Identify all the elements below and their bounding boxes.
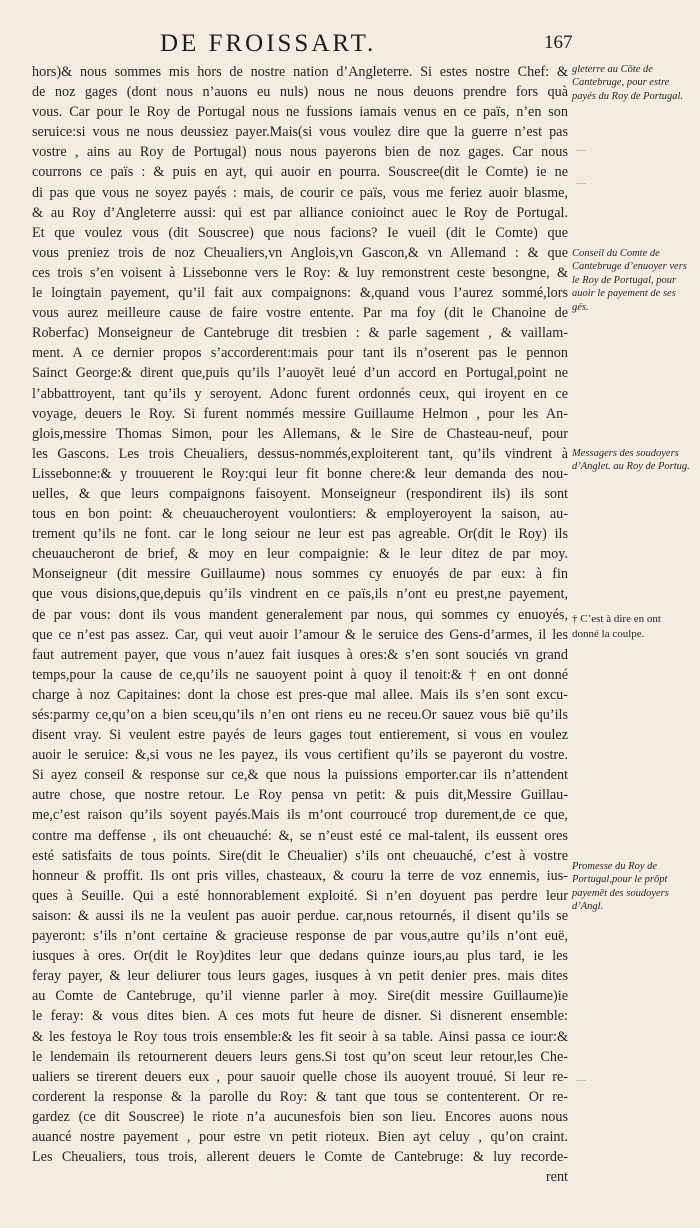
text-line: cheuaucheront de brief, & moy en leur compaignie: & le leur ditez de par moy. [32,546,568,563]
text-line: ualiers se tirerent deuers eux , pour sauoir quelle chose ils auoyent trouué. Si leur re- [32,1068,568,1085]
text-line: autre chose, que nostre retour. Le Roy pensa vn petit: & puis dit,Messire Guillau- [32,787,568,804]
margin-rule [576,183,586,184]
text-line: tous en bon point: & cheuaucheroyent voulontiers: & employeroyent la saison, au- [32,506,568,523]
page-header [0,30,700,60]
margin-note-4: † C’est à dire en ont donné la coulpe. [572,613,661,640]
text-line: vous. Car pour le Roy de Portugal nous ne fussions iamais venus en ce païs, n’en son [32,104,568,121]
text-line: & les festoya le Roy tous trois ensemble:& les fit seoir à sa table. Ainsi passa ce iour:& [32,1028,568,1045]
text-line: vostre , ains au Roy de Portugal) nous nous payerons bien de noz gages. Car nous [32,144,568,161]
text-line: ment. A ce dernier propos s’accorderent:mais pour tant ils n’oserent pas le pennon [32,345,568,362]
text-line: Les Cheualiers, tous trois, allerent deuers le Comte de Cantebruge: & luy recorde- [32,1149,568,1166]
text-line: que vous disions,que,depuis qu’ils vindrent en ce païs,ils n’ont eu prest,ne payement, [32,586,568,603]
margin-note-1: gleterre au Cōte de Cantebruge, pour estre payés du Roy de Portugal. [572,64,684,102]
text-line: ques à Seuille. Qui a esté honnorablement exploité. Si n’en doyuent pas perdre leur [32,887,568,904]
text-line: le loingtain payement, qu’il fait aux compaignons: &,quand vous l’aurez sommé,lors [32,285,568,302]
text-line: de noz gages (dont nous n’auons eu nuls) nous ne nous deuons prendre fors quà [32,84,568,101]
text-line: seruice:si vous ne nous deussiez payer.Mais(si vous voulez dire que la guerre n’est pas [32,124,568,141]
margin-rule [576,150,586,151]
margin-note-5: Promesse du Roy de Portugal,pour le prōpt payemēt des soudoyers d’Angl. [572,861,669,913]
text-line: le feray: & vous dites bien. A ces mots fut heure de disner. Si disnerent ensemble: [32,1008,568,1025]
text-line: esté satisfaits de tous points. Sire(dit le Cheualier) s’ils ont cheuauché, c’est à vostre [32,847,568,864]
text-line: gardez (ce dit Souscree) le riote n’a aucunesfois bien son lieu. Encores auons nous [32,1108,568,1125]
margin-note-3: Messagers des soudoyers d’Anglet. au Roy de Portug. [572,448,690,473]
text-line: de par vous: dont ils vous mandent generalement par nous, qui sommes cy enuoyés, [32,606,568,623]
text-line: charge à noz Capitaines: dont la chose est pres-que mal allee. Mais ils s’en sont excu- [32,686,568,703]
text-line: faut autrement payer, que vous n’auez fait iusques à ores:& s’en sont souciés vn grand [32,646,568,663]
text-line: Et que voulez vous (dit Souscree) que nous facions? Ie vueil (dit le Comte) que [32,224,568,241]
margin-note-2: Conseil du Comte de Cantebruge d’enuoyer vers le Roy de Portugal, pour auoir le payement de ses gés. [572,248,687,313]
text-line: uelles, & que leurs compaignons faisoyent. Monseigneur (respondirent ils) ils sont [32,485,568,502]
text-line: l’abbattroyent, tant qu’ils y seroyent. Adonc furent ordonnés ceux, qui iroyent en ce [32,385,568,402]
text-line: Si ayez conseil & response sur ce,& que nous la puissions emporter.car ils n’attendent [32,767,568,784]
text-line: les Gascons. Les trois Cheualiers, dessus-nommés,exploiterent tant, qu’ils vindrent à [32,445,568,462]
page-number: 167 [544,32,573,53]
text-line: ces trois s’en voisent à Lissebonne vers le Roy: & luy remonstrent ceste besongne, & [32,264,568,281]
catchword: rent [545,1169,568,1186]
text-line: trement qu’ils ne font. car le long seiour ne leur est pas agreable. Or(dit le Roy) ils [32,526,568,543]
text-line: me,c’est raison qu’ils soyent payés.Mais ils m’ont courroucé trop durement,de ce que, [32,807,568,824]
text-line: voyage, deuers le Roy. Si furent nommés messire Guillaume Helmon , pour les An- [32,405,568,422]
text-line: auoir le seruice: &,si vous ne les payez, ils vous certifient qu’ils se payeront du vostre. [32,747,568,764]
text-line: hors)& nous sommes mis hors de nostre nation d’Angleterre. Si estes nostre Chef: & [32,64,568,80]
text-line: temps,pour la cause de ce,qu’ils ne sauoyent point à quoy il tenoit:& † en ont donné [32,666,568,683]
text-line: Roberfac) Monseigneur de Cantebruge dit tresbien : & parle sagement , & vaillam- [32,325,568,342]
text-line: iusques à ores. Or(dit le Roy)dites leur que dedans quinze iours,au plus tard, ie les [32,948,568,965]
text-line: vous aurez meilleure cause de faire vostre entente. Par ma foy (dit le Chanoine de [32,305,568,322]
running-title: DE FROISSART. [160,30,377,57]
text-line: courrons ce païs : & puis en ayt, qui auoir en pourra. Souscree(dit le Comte) ie ne [32,164,568,181]
text-line: payeront: s’ils n’ont certaine & gracieuse response de par vous,autre qu’ils n’ont euë, [32,928,568,945]
text-line: honneur & proffit. Ils ont pris villes, chasteaux, & couru la terre de voz ennemis, ius- [32,867,568,884]
text-line: Sainct George:& dirent que,puis qu’ils l’auoyēt leué d’un accord en Portugal,point ne [32,365,568,382]
main-text-block [32,62,568,1187]
text-line: di pas que vous ne soyez payés : mais, de courir ce païs, vous me feriez auoir blasme, [32,184,568,201]
text-line: sés:parmy ce,qu’on a bien sceu,qu’ils n’en ont riens eu ne receu.Or sauez vous biē qu’ils [32,707,568,723]
text-line: glois,messire Thomas Simon, pour les Allemans, & le Sire de Chasteau-neuf, pour [32,425,568,442]
text-line: corderent la response & la parolle du Roy: & tant que tous se contenterent. Or re- [32,1088,568,1105]
text-line: Monseigneur (dit messire Guillaume) nous sommes cy enuoyés de par eux: à fin [32,566,568,583]
text-line: feray payer, & leur deliurer tous leurs gages, iusques à vn petit denier pres. mais dites [32,968,568,985]
text-line: auancé nostre payement , pour estre vn petit rioteux. Bien ayt celuy , qu’on craint. [32,1128,568,1145]
text-line: & au Roy d’Angleterre aussi: qui est par alliance conioinct auec le Roy de Portugal. [32,204,568,221]
text-line: contre ma deffense , ils ont cheuauché: &, se n’eust esté ce mal-talent, ils eussent ores [32,827,568,844]
margin-rule [576,1080,586,1081]
text-line: le lendemain ils retournerent deuers leurs gens.Si tost qu’on sceut leur retour,les Che- [32,1048,568,1065]
text-line: disent vray. Si veulent estre payés de leurs gages tout entierement, si vous en voulez [32,727,568,744]
text-line: Lissebonne:& y trouuerent le Roy:qui leur fit bonne chere:& leur demanda des nou- [32,465,568,482]
text-line: saison: & aussi ils ne la veulent pas auoir perdue. car,nous retournés, il disent qu’ils se [32,907,568,924]
text-line: au Comte de Cantebruge, qu’il vienne parler à moy. Sire(dit messire Guillaume)ie [32,988,568,1005]
text-line: que ce n’est pas assez. Car, qui veut auoir l’amour & le seruice des Gens-d’armes, il les [32,626,568,643]
text-line: vous preniez trois de noz Cheualiers,vn Anglois,vn Gascon,& vn Allemand : & que [32,244,568,261]
